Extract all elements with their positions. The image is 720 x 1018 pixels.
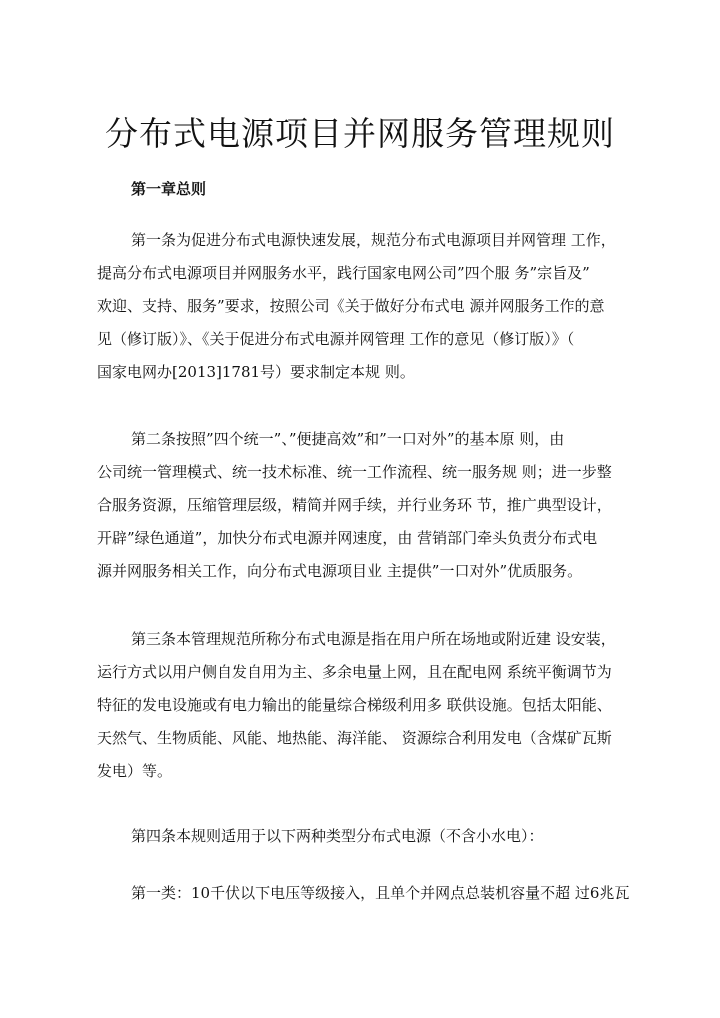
paragraph-3-line: 第三条本管理规范所称分布式电源是指在用户所在场地或附近建 设安装，	[131, 630, 616, 648]
document-title: 分布式电源项目并网服务管理规则	[105, 114, 615, 153]
paragraph-4-line: 第四条本规则适用于以下两种类型分布式电源（不含小水电）：	[131, 827, 544, 845]
paragraph-2-line: 第二条按照”四个统一”、”便捷高效”和”一口对外”的基本原 则，由	[131, 430, 565, 448]
paragraph-3-line: 特征的发电设施或有电力输出的能量综合梯级利用多 联供设施。包括太阳能、	[97, 696, 612, 714]
paragraph-1-line: 欢迎、支持、服务”要求，按照公司《关于做好分布式电 源并网服务工作的意	[97, 297, 605, 315]
paragraph-1-line: 提高分布式电源项目并网服务水平，践行国家电网公司”四个服 务”宗旨及”	[97, 264, 590, 282]
paragraph-2-line: 公司统一管理模式、统一技术标准、统一工作流程、统一服务规 则；进一步整	[97, 463, 612, 481]
paragraph-2-line: 合服务资源，压缩管理层级，精简并网手续，并行业务环 节，推广典型设计，	[97, 496, 612, 514]
chapter-heading: 第一章总则	[131, 180, 207, 198]
paragraph-2-line: 开辟”绿色通道”，加快分布式电源并网速度，由 营销部门牵头负责分布式电	[97, 529, 598, 547]
paragraph-3-line: 运行方式以用户侧自发自用为主、多余电量上网，且在配电网 系统平衡调节为	[97, 663, 612, 681]
paragraph-1-line: 第一条为促进分布式电源快速发展，规范分布式电源项目并网管理 工作，	[131, 231, 616, 249]
paragraph-1-line: 见（修订版）》、《关于促进分布式电源并网管理 工作的意见（修订版）》（	[97, 330, 575, 348]
paragraph-5-line: 第一类：10千伏以下电压等级接入，且单个并网点总装机容量不超 过6兆瓦	[131, 884, 630, 902]
paragraph-1-line: 国家电网办[2013]1781号）要求制定本规 则。	[97, 363, 415, 381]
paragraph-3-line: 发电）等。	[97, 762, 173, 780]
paragraph-2-line: 源并网服务相关工作，向分布式电源项目业 主提供”一口对外”优质服务。	[97, 562, 583, 580]
paragraph-3-line: 天然气、生物质能、风能、地热能、海洋能、 资源综合利用发电（含煤矿瓦斯	[97, 729, 612, 747]
